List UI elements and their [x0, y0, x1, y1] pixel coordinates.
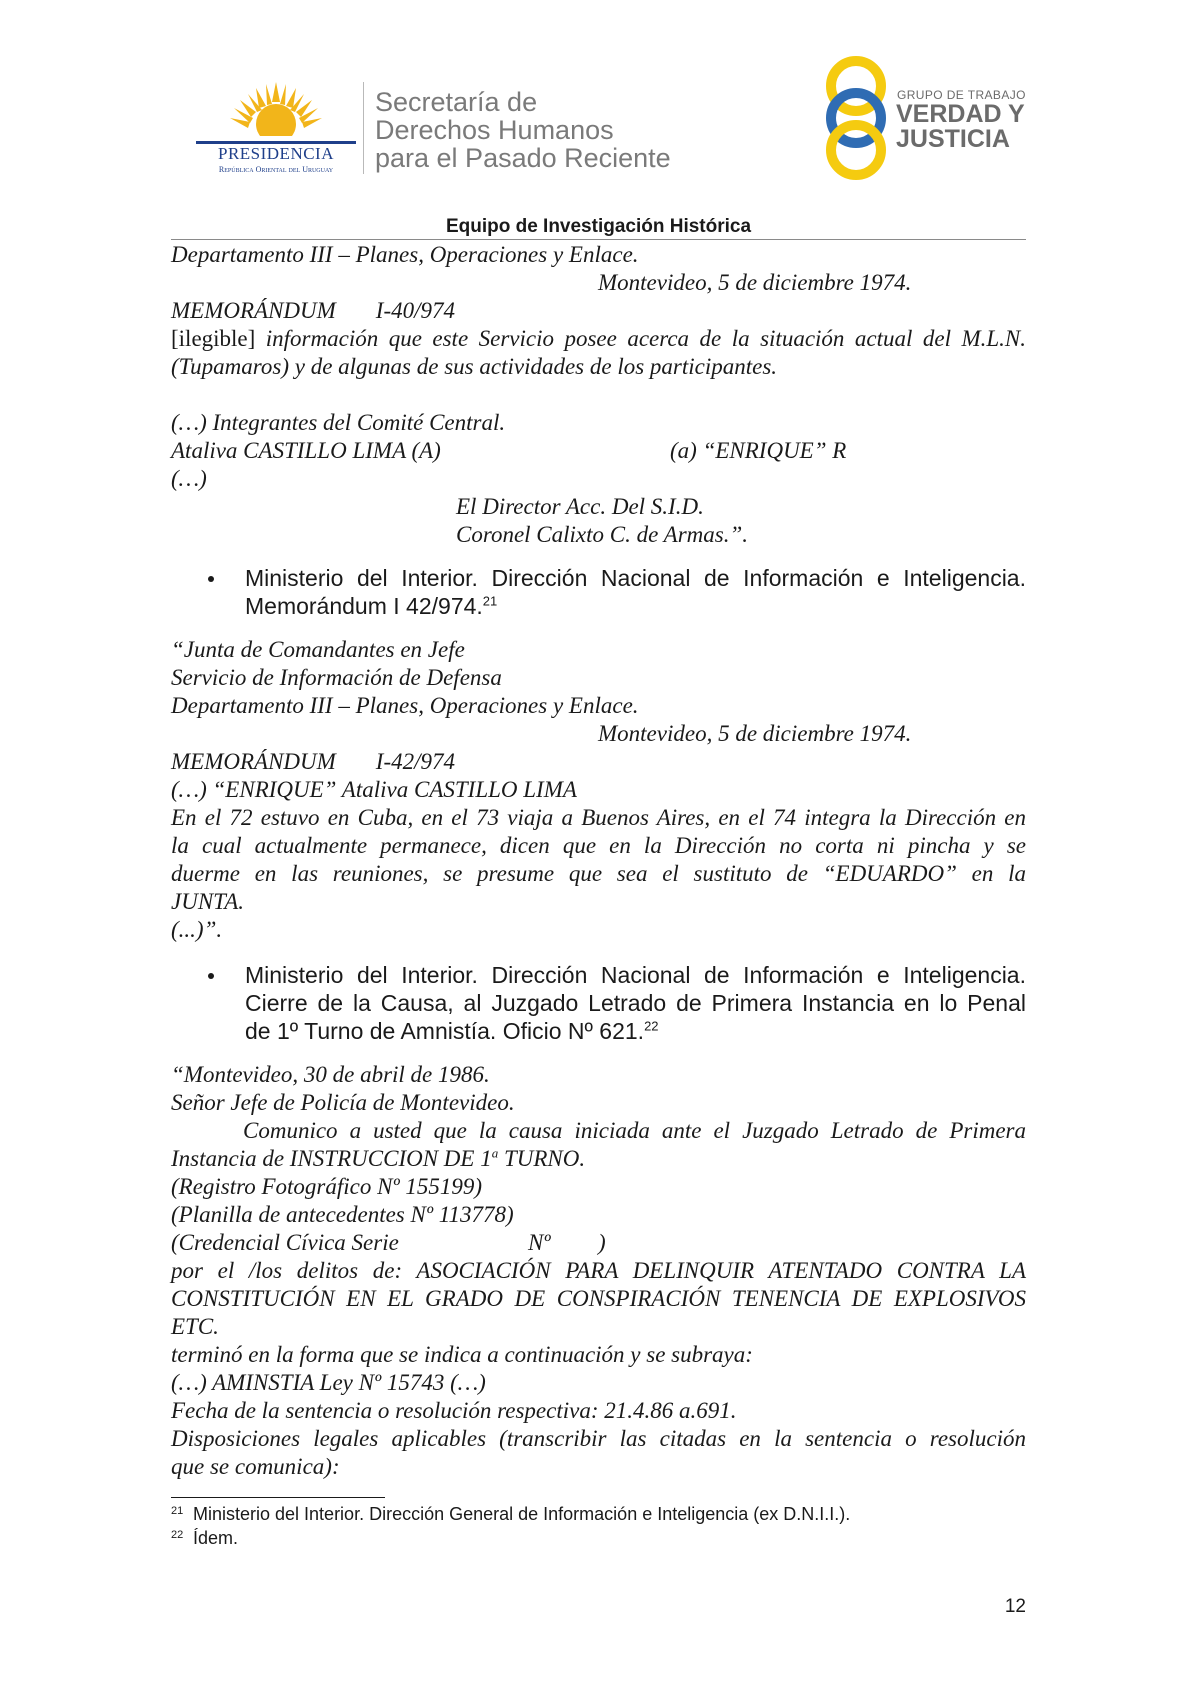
memo-i40-block: [171, 241, 1026, 549]
enrique-line: (…) “ENRIQUE” Ataliva CASTILLO LIMA: [171, 777, 577, 802]
amnistia-line: (…) AMINSTIA Ley Nº 15743 (…): [171, 1370, 486, 1395]
ellipsis-line: (…): [171, 466, 207, 491]
memo-label: MEMORÁNDUM: [171, 298, 336, 323]
memo-subject-text: información que este Servicio posee acerca de la situación actual del M.L.N.: [255, 326, 1026, 351]
signature-line-1: El Director Acc. Del S.I.D.: [456, 494, 704, 519]
member-alias: (a) “ENRIQUE” R: [670, 438, 847, 463]
ilegible-mark: [ilegible]: [171, 326, 256, 351]
termino-line: terminó en la forma que se indica a continuación y se subraya:: [171, 1342, 753, 1367]
registro-line: (Registro Fotográfico Nº 155199): [171, 1174, 483, 1199]
department-line: Departamento III – Planes, Operaciones y Enlace.: [171, 693, 639, 718]
memo-i42-block: [171, 636, 1026, 944]
memo-date: Montevideo, 5 de diciembre 1974.: [598, 721, 912, 746]
oficio-621-block: [171, 1061, 1026, 1481]
service-line: Servicio de Información de Defensa: [171, 665, 502, 690]
secretaria-line-3: para el Pasado Reciente: [375, 143, 671, 173]
memo-label: MEMORÁNDUM: [171, 749, 336, 774]
footnote-list: [171, 1502, 1026, 1550]
footnote-22: 22 Ídem.: [171, 1528, 239, 1548]
presidencia-logo: [196, 80, 356, 178]
member-name: Ataliva CASTILLO LIMA (A): [171, 438, 441, 463]
committee-line: (…) Integrantes del Comité Central.: [171, 410, 506, 435]
memo-heading: [171, 748, 1026, 776]
footnote-ref-21: 21: [482, 593, 498, 609]
bullet-1-line-1: Ministerio del Interior. Dirección Nacional de Información e Inteligencia.: [245, 565, 1026, 591]
bullet-2-line-1: Ministerio del Interior. Dirección Nacional de Información e Inteligencia.: [245, 962, 1026, 988]
delitos-line-1: por el /los delitos de: ASOCIACIÓN PARA DELINQUIR ATENTADO CONTRA LA: [171, 1258, 1026, 1283]
presidencia-name: PRESIDENCIA: [217, 144, 334, 163]
footnote-ref-22: 22: [644, 1018, 659, 1034]
credencial-line: (Credencial Cívica Serie Nº ): [171, 1230, 606, 1255]
verdad-justicia-logo: [820, 56, 1030, 180]
department-line: Departamento III – Planes, Operaciones y Enlace.: [171, 242, 639, 267]
member-line: [171, 437, 1026, 465]
memo-paragraph-line-1: En el 72 estuvo en Cuba, en el 73 viaja a Buenos Aires, en el 74 integra la Dirección en: [171, 805, 1026, 830]
bullet-item-2: [208, 961, 1026, 1045]
page-number: 12: [1004, 1596, 1026, 1617]
oficio-date: “Montevideo, 30 de abril de 1986.: [171, 1062, 490, 1087]
bullet-icon: [208, 576, 214, 582]
ordinal-superscript: a: [491, 1145, 499, 1161]
signature-line-2: Coronel Calixto C. de Armas.”.: [456, 522, 748, 547]
grupo-line-1: GRUPO DE TRABAJO: [897, 88, 1026, 102]
memo-number: I-40/974: [375, 298, 456, 323]
presidencia-subtitle: República Oriental del Uruguay: [218, 165, 334, 174]
disposiciones-line-1: Disposiciones legales aplicables (transcribir las citadas en la sentencia o resolución: [171, 1426, 1026, 1451]
fecha-sentencia-line: Fecha de la sentencia o resolución respectiva: 21.4.86 a.691.: [171, 1398, 737, 1423]
footnote-text: Ministerio del Interior. Dirección General de Información e Inteligencia (ex D.N.I.I.).: [193, 1504, 851, 1524]
grupo-line-3: JUSTICIA: [896, 125, 1010, 153]
memo-heading: [171, 297, 1026, 325]
bullet-2-line-2: Cierre de la Causa, al Juzgado Letrado de Primera Instancia en lo Penal: [245, 990, 1026, 1016]
memo-paragraph-line-3: duerme en las reuniones, se presume que sea el sustituto de “EDUARDO” en la: [171, 861, 1026, 886]
sun-emblem-icon: [196, 80, 356, 140]
rings-emblem-icon: [820, 56, 892, 180]
footnote-separator: [171, 1497, 385, 1498]
memo-number: I-42/974: [375, 749, 456, 774]
bullet-item-1: [208, 564, 1026, 620]
oficio-addressee: Señor Jefe de Policía de Montevideo.: [171, 1090, 515, 1115]
memo-end: (...)”.: [171, 917, 223, 942]
secretaria-line-2: Derechos Humanos: [375, 115, 614, 145]
footnote-21: 21 Ministerio del Interior. Dirección General de Información e Inteligencia (ex D.N.I.I.).: [171, 1504, 851, 1524]
memo-subject-line-1: [171, 325, 1026, 353]
bullet-1-line-2: Memorándum I 42/974.21: [245, 593, 498, 619]
memo-subject-line-2: (Tupamaros) y de algunas de sus actividades de los participantes.: [171, 354, 778, 379]
delitos-line-2: CONSTITUCIÓN EN EL GRADO DE CONSPIRACIÓN TENENCIA DE EXPLOSIVOS: [171, 1286, 1026, 1311]
secretaria-line-1: Secretaría de: [375, 87, 538, 117]
disposiciones-line-2: que se comunica):: [171, 1454, 340, 1479]
memo-paragraph-line-2: la cual actualmente permanece, dicen que en la Dirección no corta ni pincha y se: [171, 833, 1026, 858]
bullet-2-line-3: de 1º Turno de Amnistía. Oficio Nº 621.22: [245, 1018, 659, 1044]
footnote-text: Ídem.: [193, 1528, 239, 1548]
bullet-icon: [208, 973, 214, 979]
delitos-line-3: ETC.: [171, 1314, 219, 1339]
memo-paragraph-line-4: JUNTA.: [171, 889, 245, 914]
header-divider: [363, 82, 364, 174]
planilla-line: (Planilla de antecedentes Nº 113778): [171, 1202, 514, 1227]
header-rule: [171, 239, 1026, 240]
junta-line: “Junta de Comandantes en Jefe: [171, 637, 465, 662]
team-title: Equipo de Investigación Histórica: [445, 216, 752, 237]
secretaria-logo-text: [375, 88, 671, 172]
oficio-paragraph-line-2: Instancia de INSTRUCCION DE 1$^a$ TURNO.: [171, 1145, 586, 1171]
memo-date: Montevideo, 5 de diciembre 1974.: [598, 270, 912, 295]
oficio-paragraph-line-1: Comunico a usted que la causa iniciada ante el Juzgado Letrado de Primera: [243, 1118, 1026, 1143]
grupo-line-2: VERDAD Y: [896, 100, 1025, 128]
